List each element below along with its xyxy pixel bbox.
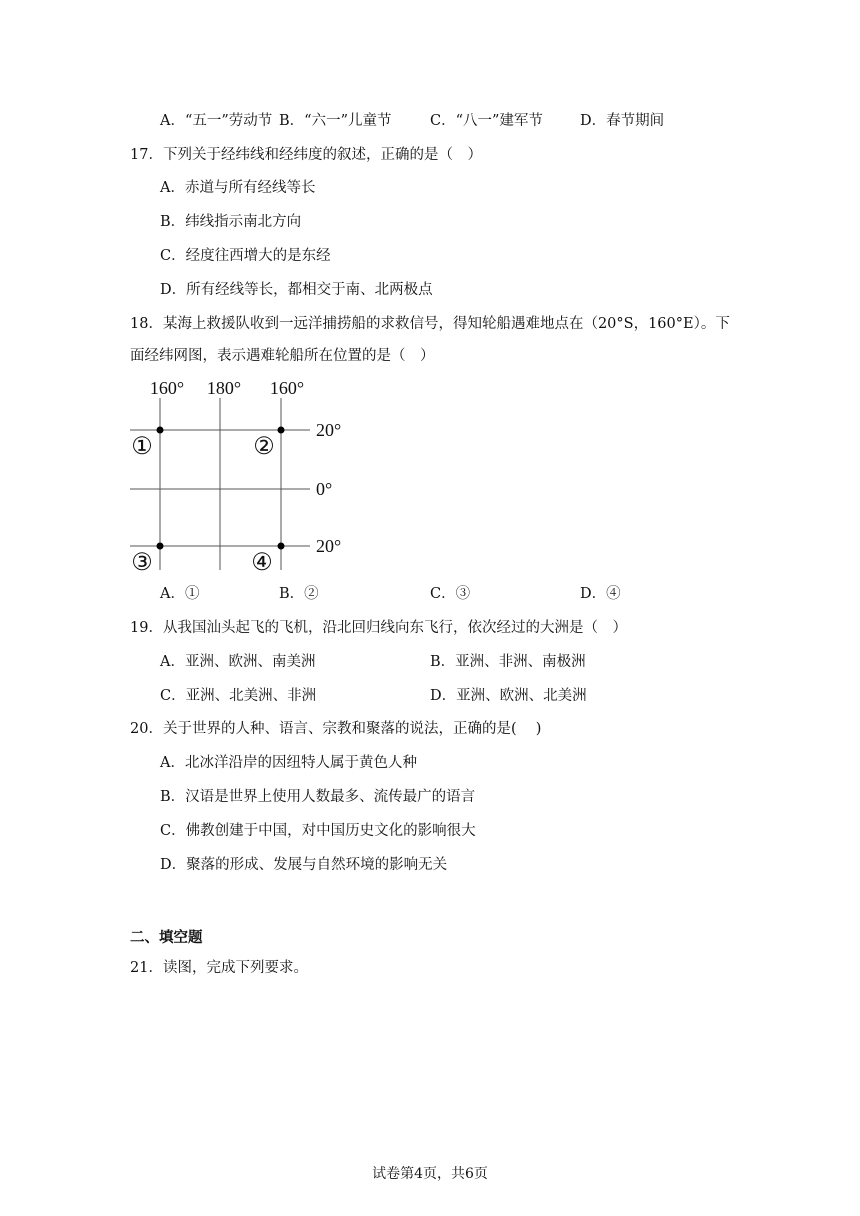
- q20-option-d: D．聚落的形成、发展与自然环境的影响无关: [160, 857, 448, 873]
- right-label-middle: 0°: [316, 479, 333, 499]
- point-1-dot: [157, 427, 164, 434]
- point-4-label: ④: [251, 550, 273, 576]
- top-label-left: 160°: [149, 378, 185, 398]
- point-1-label: ①: [131, 434, 153, 460]
- q20-stem: 20．关于世界的人种、语言、宗教和聚落的说法，正确的是( ): [130, 721, 542, 737]
- q20-option-a: A．北冰洋沿岸的因纽特人属于黄色人种: [160, 755, 417, 771]
- q18-option-c: C．③: [430, 586, 471, 602]
- q20-option-b: B．汉语是世界上使用人数最多、流传最广的语言: [160, 789, 476, 805]
- point-2-dot: [278, 427, 285, 434]
- right-label-bottom: 20°: [316, 536, 342, 556]
- q16-option-a: A．“五一”劳动节: [160, 113, 273, 129]
- q19-option-a: A．亚洲、欧洲、南美洲: [160, 654, 316, 670]
- q19-option-b: B．亚洲、非洲、南极洲: [430, 654, 586, 670]
- q18-option-b: B．②: [279, 586, 319, 602]
- page-footer: 试卷第4页，共6页: [372, 1166, 488, 1182]
- q18-option-d: D．④: [580, 586, 621, 602]
- q18-option-a: A．①: [160, 586, 200, 602]
- q17-option-d: D．所有经线等长，都相交于南、北两极点: [160, 282, 433, 298]
- point-3-label: ③: [131, 550, 153, 576]
- q19-stem: 19．从我国汕头起飞的飞机，沿北回归线向东飞行，依次经过的大洲是（ ）: [130, 620, 627, 636]
- q16-option-d: D．春节期间: [580, 113, 665, 129]
- q17-option-c: C．经度往西增大的是东经: [160, 248, 331, 264]
- q17-option-b: B．纬线指示南北方向: [160, 214, 302, 230]
- point-3-dot: [157, 543, 164, 550]
- q18-stem-line1: 18．某海上救援队收到一远洋捕捞船的求救信号，得知轮船遇难地点在（20°S，160°E）。下: [130, 316, 730, 332]
- right-label-top: 20°: [316, 420, 342, 440]
- point-4-dot: [278, 543, 285, 550]
- q20-option-c: C．佛教创建于中国，对中国历史文化的影响很大: [160, 823, 476, 839]
- top-label-right: 160°: [269, 378, 305, 398]
- q18-stem-line2: 面经纬网图，表示遇难轮船所在位置的是（ ）: [130, 348, 435, 364]
- q21-stem: 21．读图，完成下列要求。: [130, 960, 308, 976]
- lat-long-grid-figure: [120, 370, 360, 580]
- q17-stem: 17．下列关于经纬线和经纬度的叙述，正确的是（ ）: [130, 147, 482, 163]
- q16-option-b: B．“六一”儿童节: [279, 113, 392, 129]
- section-heading: 二、填空题: [130, 930, 203, 946]
- q17-option-a: A．赤道与所有经线等长: [160, 180, 316, 196]
- q19-option-d: D．亚洲、欧洲、北美洲: [430, 688, 587, 704]
- q16-option-c: C．“八一”建军节: [430, 113, 543, 129]
- q19-option-c: C．亚洲、北美洲、非洲: [160, 688, 317, 704]
- point-2-label: ②: [253, 434, 275, 460]
- top-label-center: 180°: [206, 378, 242, 398]
